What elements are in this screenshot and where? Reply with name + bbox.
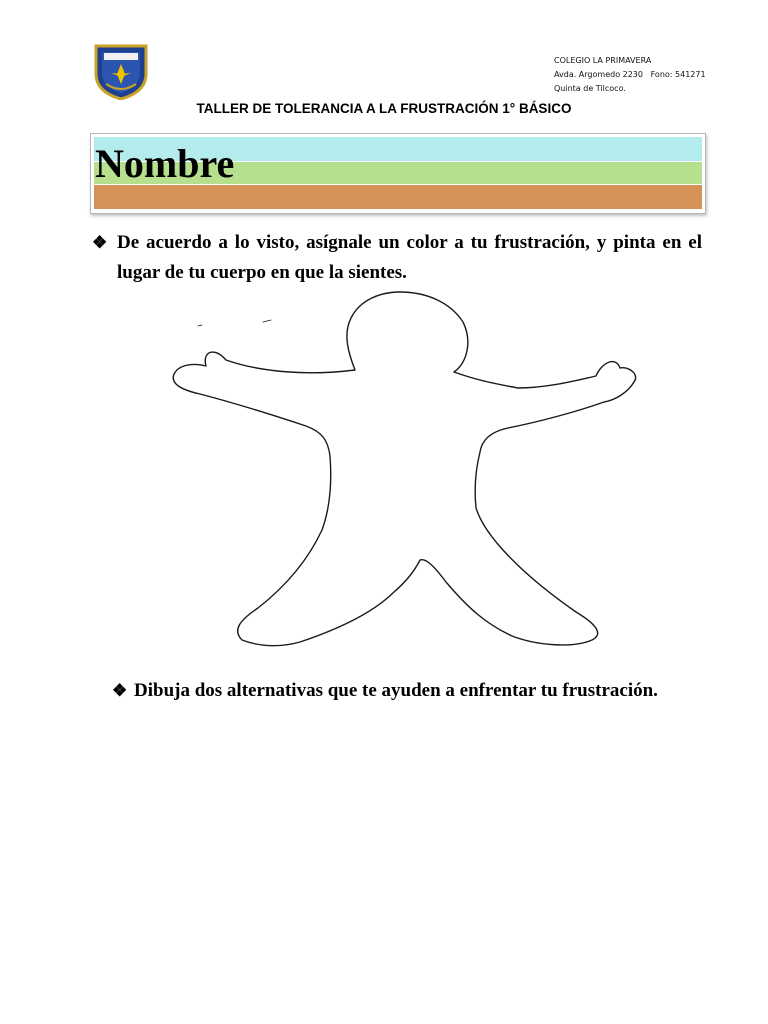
name-band-orange [94, 185, 702, 209]
instruction-2-text: Dibuja dos alternativas que te ayuden a enfrentar tu frustración. [134, 680, 658, 701]
school-city: Quinta de Tilcoco. [554, 84, 626, 93]
school-crest-icon [92, 44, 150, 100]
instruction-1-text: De acuerdo a lo visto, asígnale un color a tu frustración, y pinta en el lugar de tu cuerpo en que la sientes. [117, 232, 702, 283]
instruction-1 [92, 228, 702, 288]
instruction-2 [112, 676, 702, 706]
name-label: Nombre [95, 141, 235, 186]
worksheet-title: TALLER DE TOLERANCIA A LA FRUSTRACIÓN 1° BÁSICO [196, 101, 572, 116]
diamond-bullet-icon: ❖ [112, 681, 128, 700]
school-info [554, 54, 754, 96]
school-name: COLEGIO LA PRIMAVERA [554, 56, 652, 65]
body-outline-icon[interactable] [168, 290, 638, 662]
diamond-bullet-icon: ❖ [92, 233, 108, 252]
school-address: Avda. Argomedo 2230 Fono: 541271 [554, 70, 706, 79]
name-field[interactable] [90, 133, 706, 214]
